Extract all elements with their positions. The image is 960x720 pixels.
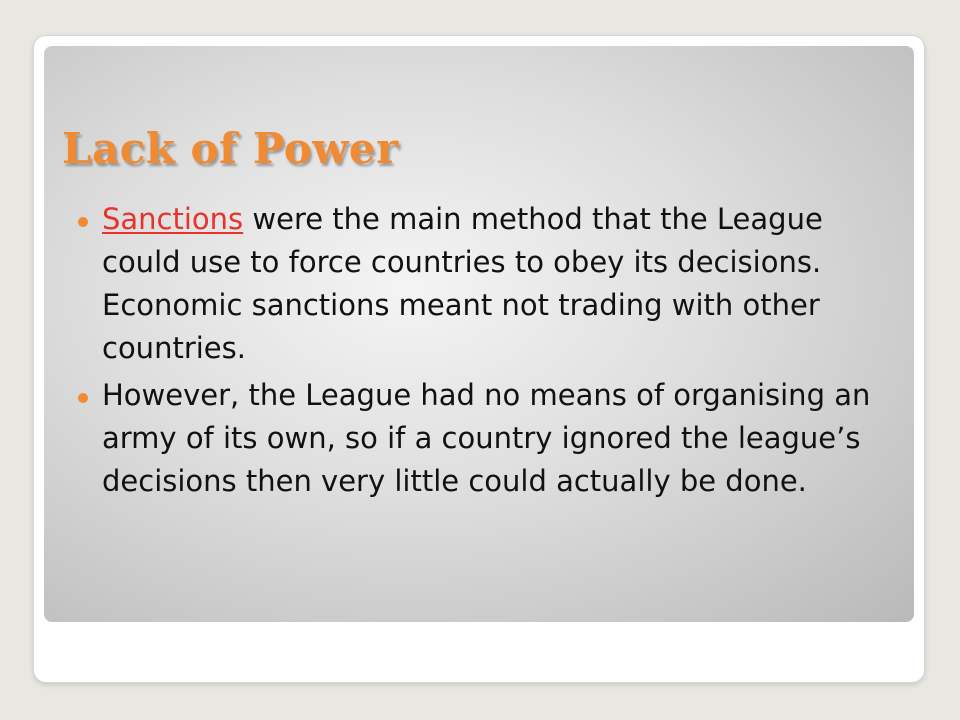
bullet-item [68, 374, 898, 503]
bullet-text: were the main method that the League could use to force countries to obey its decisions. Economic sanctions meant not trading with other countries. [102, 202, 823, 365]
slide-title: Lack of Power [62, 124, 399, 173]
bullet-item [68, 198, 898, 370]
sanctions-link[interactable]: Sanctions [102, 202, 244, 236]
bullet-list [68, 198, 898, 507]
bullet-dot-icon [78, 393, 88, 403]
bullet-dot-icon [78, 217, 88, 227]
bullet-text: However, the League had no means of organising an army of its own, so if a country ignored the league’s decisions then very little could actually be done. [102, 378, 871, 498]
